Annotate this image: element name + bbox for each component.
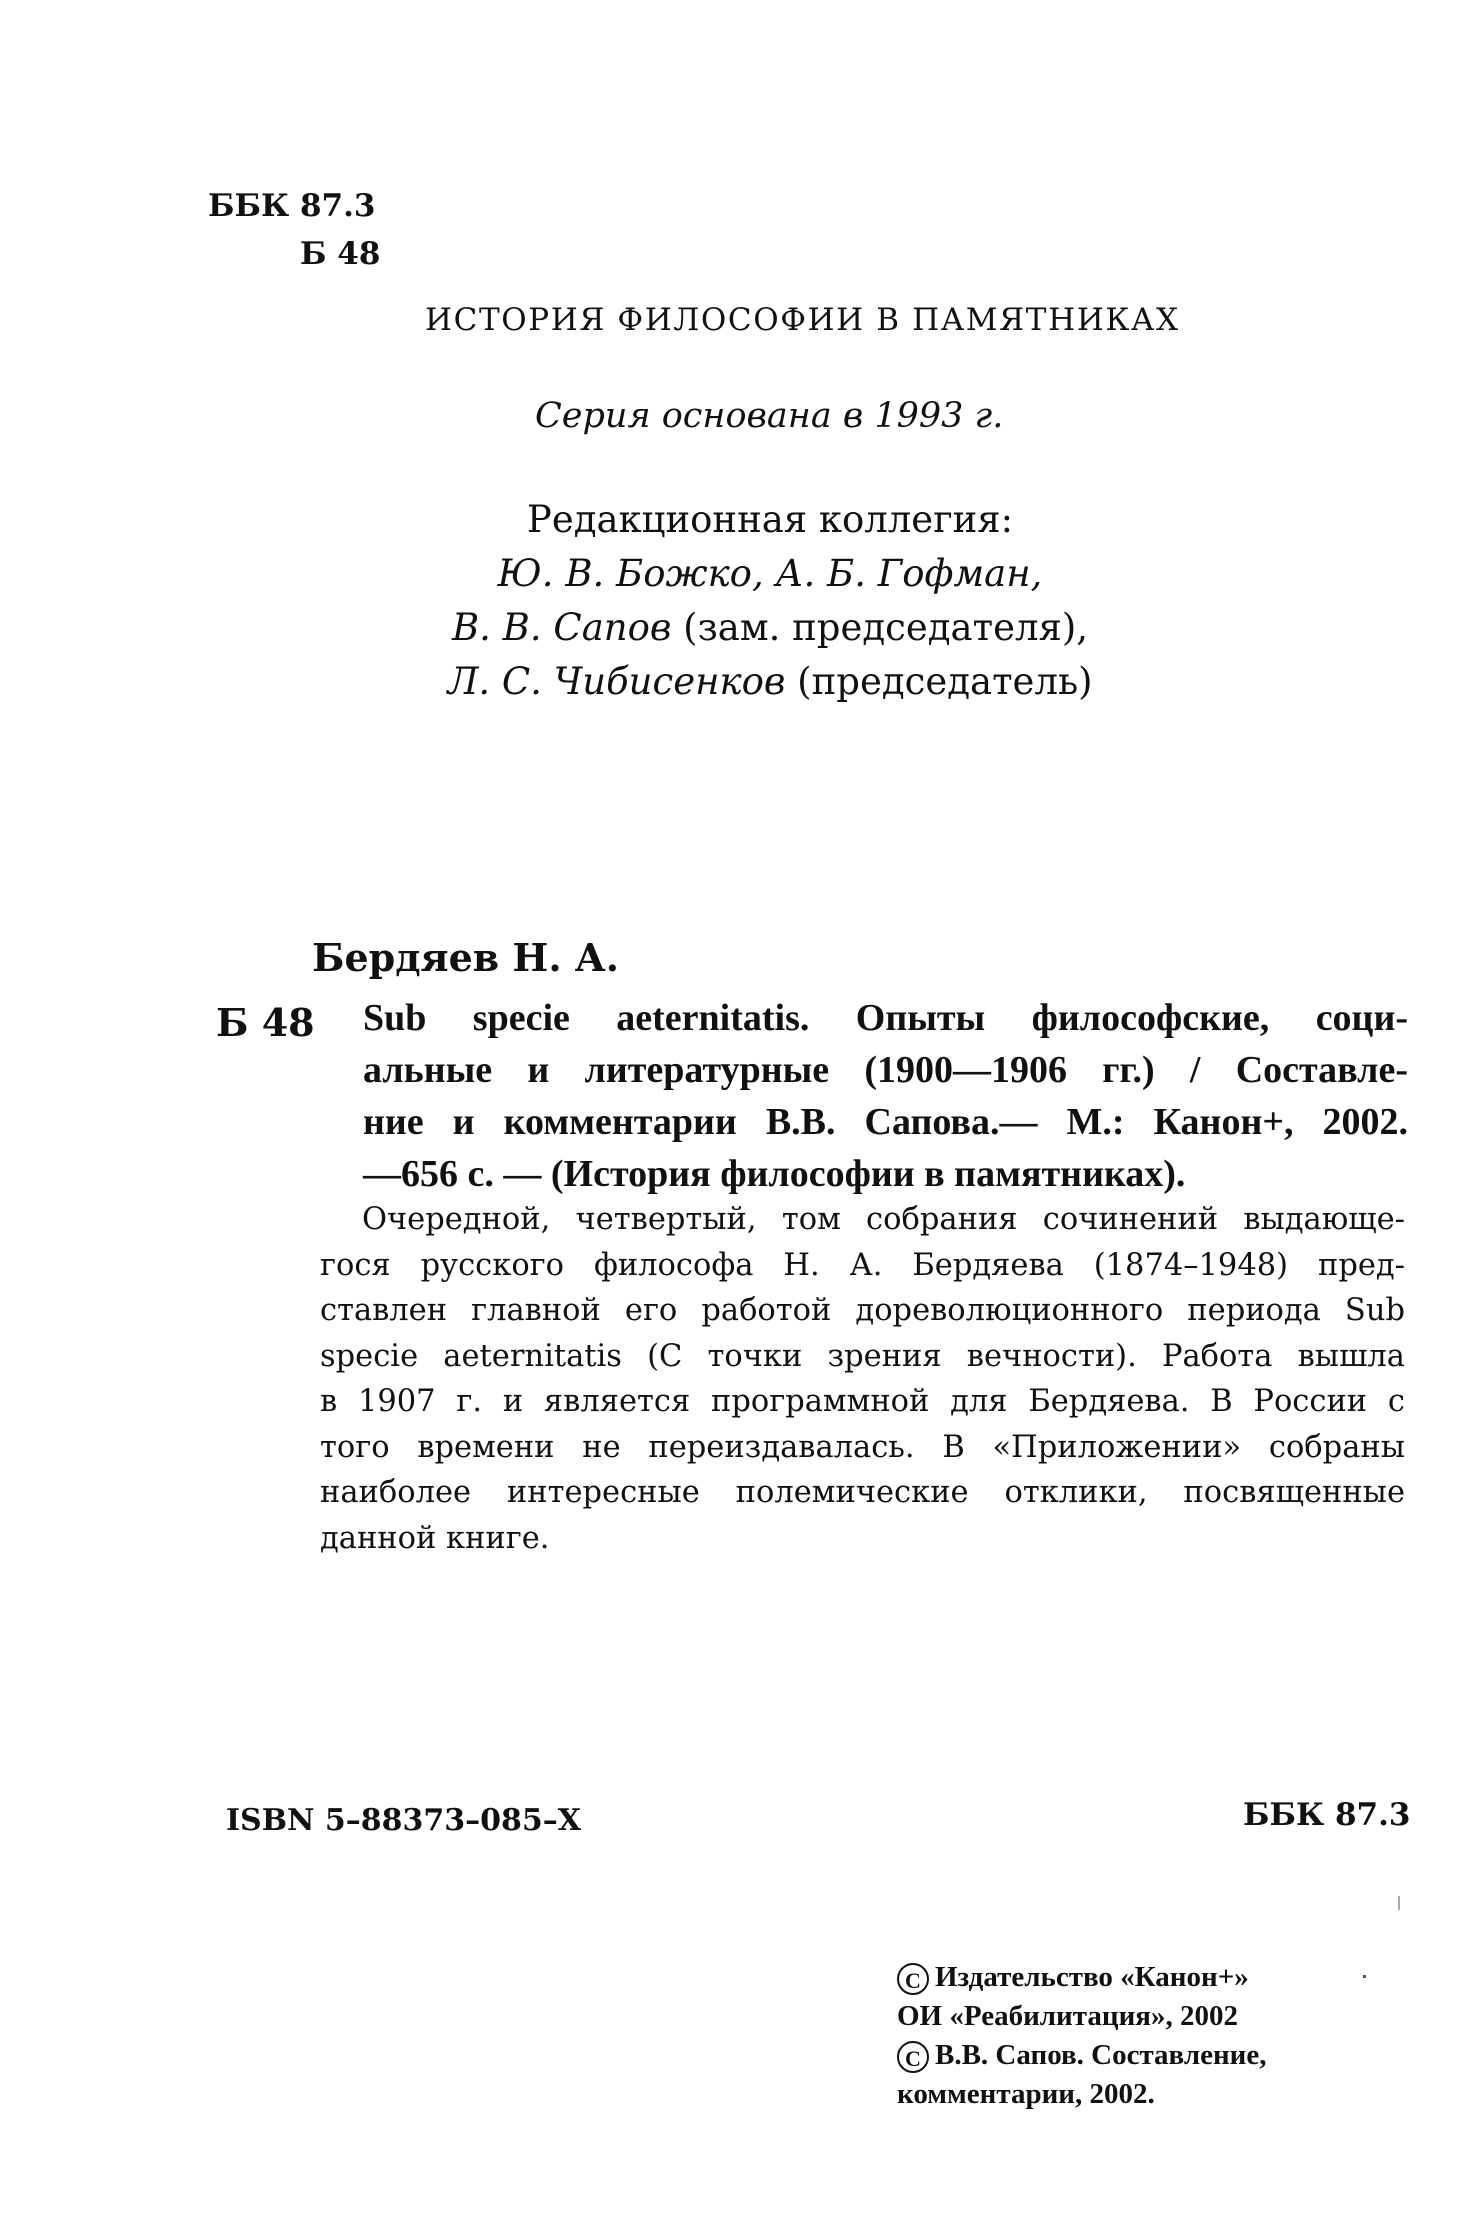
annotation-line: ставлен главной его работой дореволюционного периода Sub bbox=[320, 1293, 1405, 1328]
annotation-line: Очередной, четвертый, том собрания сочинений выдающе- bbox=[362, 1202, 1405, 1237]
catalog-line: альные и литературные (1900—1906 гг.) / Составле- bbox=[363, 1049, 1408, 1091]
catalog-line: ние и комментарии В.В. Сапова.— М.: Канон+, 2002. bbox=[363, 1101, 1408, 1143]
print-speck bbox=[1363, 1975, 1366, 1978]
editorial-board bbox=[400, 493, 1140, 709]
shelf-index: Б 48 bbox=[300, 236, 381, 272]
catalog-description bbox=[363, 992, 1408, 1200]
editorial-board-line-1: Ю. В. Божко, А. Б. Гофман, bbox=[497, 552, 1043, 595]
copyright-line: комментарии, 2002. bbox=[897, 2078, 1155, 2110]
annotation-line: гося русского философа Н. А. Бердяева (1874–1948) пред- bbox=[320, 1247, 1405, 1283]
annotation bbox=[320, 1197, 1405, 1561]
copyright-line: ОИ «Реабилитация», 2002 bbox=[897, 2000, 1238, 2032]
copyright-compiler: В.В. Сапов. Составление, bbox=[935, 2039, 1267, 2071]
bbk-block bbox=[208, 182, 380, 278]
editorial-board-heading: Редакционная коллегия: bbox=[526, 498, 1014, 541]
bbk-code-footer: ББК 87.3 bbox=[1243, 1797, 1411, 1833]
series-title: ИСТОРИЯ ФИЛОСОФИИ В ПАМЯТНИКАХ bbox=[425, 302, 1180, 338]
copyright-block bbox=[897, 1958, 1267, 2114]
copyright-line bbox=[897, 1958, 1267, 1997]
catalog-index: Б 48 bbox=[216, 1000, 315, 1045]
isbn: ISBN 5–88373–085–X bbox=[226, 1803, 582, 1838]
copyright-icon: C bbox=[897, 1963, 929, 1995]
catalog-line: —656 с. — (История философии в памятниках). bbox=[363, 1153, 1186, 1195]
annotation-line: наиболее интересные полемические отклики, посвященные bbox=[320, 1475, 1405, 1510]
editorial-board-line-3 bbox=[400, 655, 1140, 709]
annotation-line: specie aeternitatis (С точки зрения вечности). Работа вышла bbox=[320, 1338, 1405, 1374]
bbk-code: ББК 87.3 bbox=[208, 188, 376, 224]
series-founded: Серия основана в 1993 г. bbox=[535, 396, 1004, 436]
catalog-author: Бердяев Н. А. bbox=[312, 935, 619, 980]
catalog-line: Sub specie aeternitatis. Опыты философские, соци- bbox=[363, 997, 1408, 1039]
annotation-line: в 1907 г. и является программной для Бердяева. В России с bbox=[320, 1384, 1405, 1419]
board-member-name: В. В. Сапов bbox=[451, 606, 672, 649]
copyright-publisher: Издательство «Канон+» bbox=[935, 1961, 1249, 1993]
copyright-icon: C bbox=[897, 2041, 929, 2073]
editorial-board-line-2 bbox=[400, 601, 1140, 655]
board-member-name: Л. С. Чибисенков bbox=[447, 660, 786, 703]
board-member-role: (зам. председателя), bbox=[671, 606, 1089, 649]
annotation-line: данной книге. bbox=[320, 1520, 550, 1556]
annotation-line: того времени не переиздавалась. В «Приложении» собраны bbox=[320, 1429, 1405, 1465]
print-speck bbox=[1398, 1896, 1400, 1910]
board-member-role: (председатель) bbox=[785, 660, 1093, 703]
copyright-line bbox=[897, 2036, 1267, 2075]
